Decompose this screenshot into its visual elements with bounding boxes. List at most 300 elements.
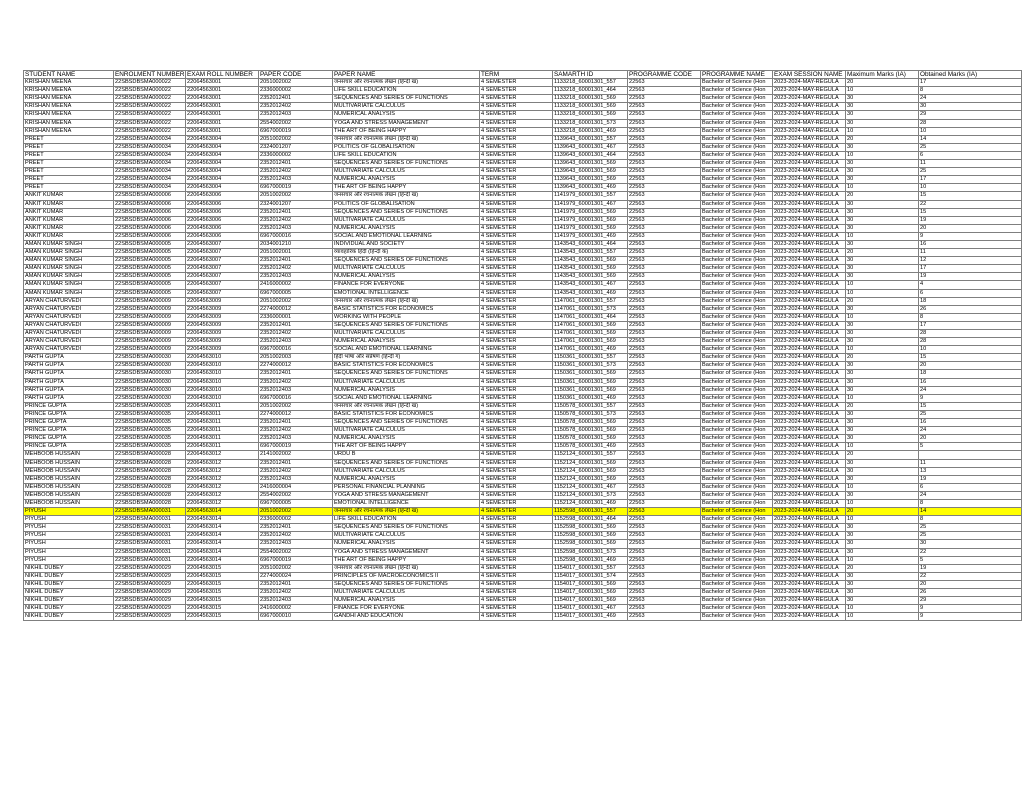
- cell-student-name: AMAN KUMAR SINGH: [24, 273, 114, 281]
- cell-exam-roll-number: 22064563011: [186, 402, 259, 410]
- cell-paper-name: FINANCE FOR EVERYONE: [333, 605, 480, 613]
- cell-term: 4 SEMESTER: [480, 370, 553, 378]
- table-row: [24, 313, 1022, 321]
- cell-enrolment-number: 22SBSDBSMA000030: [114, 370, 186, 378]
- cell-enrolment-number: 22SBSDBSMA000009: [114, 297, 186, 305]
- cell-samarth-id: 1152124_60001301_569: [553, 467, 628, 475]
- cell-programme-code: 22563: [628, 257, 701, 265]
- cell-programme-name: Bachelor of Science (Hon: [701, 524, 773, 532]
- cell-samarth-id: 1150361_60001301_557: [553, 354, 628, 362]
- cell-samarth-id: 1143543_60001301_464: [553, 240, 628, 248]
- cell-enrolment-number: 22SBSDBSMA000006: [114, 224, 186, 232]
- cell-student-name: ARYAN CHATURVEDI: [24, 305, 114, 313]
- cell-obtained-marks: [919, 451, 1022, 459]
- cell-term: 4 SEMESTER: [480, 451, 553, 459]
- cell-obtained-marks: 20: [919, 362, 1022, 370]
- cell-exam-roll-number: 22064563012: [186, 459, 259, 467]
- cell-exam-session-name: 2023-2024-MAY-REGULA: [773, 451, 846, 459]
- cell-samarth-id: 1143543_60001301_569: [553, 257, 628, 265]
- cell-exam-roll-number: 22064563004: [186, 143, 259, 151]
- cell-enrolment-number: 22SBSDBSMA000028: [114, 475, 186, 483]
- cell-student-name: MEHBOOB HUSSAIN: [24, 467, 114, 475]
- cell-programme-code: 22563: [628, 305, 701, 313]
- cell-programme-code: 22563: [628, 451, 701, 459]
- cell-term: 4 SEMESTER: [480, 564, 553, 572]
- cell-exam-roll-number: 22064563007: [186, 240, 259, 248]
- cell-exam-roll-number: 22064563001: [186, 127, 259, 135]
- cell-exam-roll-number: 22064563015: [186, 589, 259, 597]
- cell-paper-code: 2274000012: [259, 305, 333, 313]
- cell-exam-roll-number: 22064563015: [186, 597, 259, 605]
- cell-max-marks: 30: [846, 435, 919, 443]
- cell-term: 4 SEMESTER: [480, 79, 553, 87]
- table-row: [24, 427, 1022, 435]
- cell-term: 4 SEMESTER: [480, 143, 553, 151]
- cell-max-marks: 30: [846, 475, 919, 483]
- cell-paper-code: 6967000016: [259, 394, 333, 402]
- cell-obtained-marks: 16: [919, 419, 1022, 427]
- table-row: [24, 451, 1022, 459]
- cell-term: 4 SEMESTER: [480, 354, 553, 362]
- cell-paper-name: SEQUENCES AND SERIES OF FUNCTIONS: [333, 95, 480, 103]
- cell-paper-name: PRINCIPLES OF MACROECONOMICS II: [333, 572, 480, 580]
- cell-samarth-id: 1147061_60001301_557: [553, 297, 628, 305]
- cell-programme-code: 22563: [628, 281, 701, 289]
- cell-exam-session-name: 2023-2024-MAY-REGULA: [773, 524, 846, 532]
- cell-paper-code: 2034001210: [259, 240, 333, 248]
- cell-programme-name: Bachelor of Science (Hon: [701, 564, 773, 572]
- cell-programme-name: Bachelor of Science (Hon: [701, 443, 773, 451]
- cell-student-name: PREET: [24, 184, 114, 192]
- cell-exam-roll-number: 22064563011: [186, 419, 259, 427]
- table-row: [24, 281, 1022, 289]
- cell-exam-roll-number: 22064563012: [186, 483, 259, 491]
- cell-programme-name: Bachelor of Science (Hon: [701, 330, 773, 338]
- cell-obtained-marks: 6: [919, 289, 1022, 297]
- cell-term: 4 SEMESTER: [480, 597, 553, 605]
- cell-term: 4 SEMESTER: [480, 532, 553, 540]
- cell-samarth-id: 1150578_60001301_557: [553, 402, 628, 410]
- cell-paper-code: 2352012402: [259, 168, 333, 176]
- cell-exam-roll-number: 22064563001: [186, 87, 259, 95]
- cell-programme-code: 22563: [628, 597, 701, 605]
- cell-paper-name: GANDHI AND EDUCATION: [333, 613, 480, 621]
- cell-student-name: PRINCE GUPTA: [24, 402, 114, 410]
- table-row: [24, 143, 1022, 151]
- cell-exam-roll-number: 22064563004: [186, 160, 259, 168]
- cell-student-name: PIYUSH: [24, 540, 114, 548]
- cell-term: 4 SEMESTER: [480, 410, 553, 418]
- cell-exam-roll-number: 22064563014: [186, 540, 259, 548]
- cell-term: 4 SEMESTER: [480, 127, 553, 135]
- cell-exam-roll-number: 22064563011: [186, 443, 259, 451]
- cell-term: 4 SEMESTER: [480, 386, 553, 394]
- cell-exam-session-name: 2023-2024-MAY-REGULA: [773, 160, 846, 168]
- cell-term: 4 SEMESTER: [480, 313, 553, 321]
- cell-enrolment-number: 22SBSDBSMA000030: [114, 386, 186, 394]
- cell-programme-name: Bachelor of Science (Hon: [701, 208, 773, 216]
- cell-programme-name: Bachelor of Science (Hon: [701, 168, 773, 176]
- highlighted-table-row: [24, 508, 1022, 516]
- cell-enrolment-number: 22SBSDBSMA000006: [114, 208, 186, 216]
- cell-paper-name: MULTIVARIATE CALCULUS: [333, 265, 480, 273]
- cell-term: 4 SEMESTER: [480, 184, 553, 192]
- cell-student-name: KRISHAN MEENA: [24, 87, 114, 95]
- cell-paper-code: 2352012403: [259, 540, 333, 548]
- cell-paper-name: LIFE SKILL EDUCATION: [333, 87, 480, 95]
- cell-enrolment-number: 22SBSDBSMA000022: [114, 111, 186, 119]
- cell-paper-code: 2336000002: [259, 151, 333, 159]
- cell-enrolment-number: 22SBSDBSMA000009: [114, 321, 186, 329]
- cell-term: 4 SEMESTER: [480, 475, 553, 483]
- cell-exam-session-name: 2023-2024-MAY-REGULA: [773, 313, 846, 321]
- cell-enrolment-number: 22SBSDBSMA000035: [114, 419, 186, 427]
- cell-programme-code: 22563: [628, 135, 701, 143]
- cell-exam-session-name: 2023-2024-MAY-REGULA: [773, 427, 846, 435]
- cell-exam-session-name: 2023-2024-MAY-REGULA: [773, 556, 846, 564]
- cell-student-name: ANKIT KUMAR: [24, 208, 114, 216]
- cell-max-marks: 30: [846, 305, 919, 313]
- cell-max-marks: 20: [846, 402, 919, 410]
- cell-programme-name: Bachelor of Science (Hon: [701, 273, 773, 281]
- cell-max-marks: 30: [846, 160, 919, 168]
- cell-programme-code: 22563: [628, 483, 701, 491]
- cell-samarth-id: 1139643_60001301_569: [553, 168, 628, 176]
- cell-paper-code: 6967000010: [259, 613, 333, 621]
- cell-samarth-id: 1152124_60001301_573: [553, 491, 628, 499]
- cell-obtained-marks: 28: [919, 119, 1022, 127]
- cell-paper-code: 2352012401: [259, 370, 333, 378]
- cell-student-name: PREET: [24, 135, 114, 143]
- cell-exam-roll-number: 22064563010: [186, 378, 259, 386]
- cell-programme-code: 22563: [628, 532, 701, 540]
- cell-samarth-id: 1152598_60001301_469: [553, 556, 628, 564]
- cell-paper-code: 6967000005: [259, 499, 333, 507]
- cell-enrolment-number: 22SBSDBSMA000029: [114, 564, 186, 572]
- cell-enrolment-number: 22SBSDBSMA000022: [114, 87, 186, 95]
- cell-paper-code: 2352012401: [259, 95, 333, 103]
- cell-paper-code: 2274000024: [259, 572, 333, 580]
- cell-student-name: ANKIT KUMAR: [24, 192, 114, 200]
- cell-paper-code: 2352012401: [259, 257, 333, 265]
- cell-paper-name: NUMERICAL ANALYSIS: [333, 224, 480, 232]
- cell-student-name: PRINCE GUPTA: [24, 410, 114, 418]
- cell-programme-code: 22563: [628, 402, 701, 410]
- cell-paper-name: MULTIVARIATE CALCULUS: [333, 467, 480, 475]
- cell-programme-name: Bachelor of Science (Hon: [701, 192, 773, 200]
- cell-student-name: PREET: [24, 168, 114, 176]
- cell-programme-name: Bachelor of Science (Hon: [701, 160, 773, 168]
- cell-programme-code: 22563: [628, 151, 701, 159]
- cell-obtained-marks: 25: [919, 524, 1022, 532]
- header-programme-name: PROGRAMME NAME: [701, 71, 773, 79]
- cell-enrolment-number: 22SBSDBSMA000034: [114, 135, 186, 143]
- cell-programme-code: 22563: [628, 330, 701, 338]
- cell-programme-name: Bachelor of Science (Hon: [701, 605, 773, 613]
- cell-programme-code: 22563: [628, 572, 701, 580]
- cell-max-marks: 30: [846, 265, 919, 273]
- cell-paper-name: SEQUENCES AND SERIES OF FUNCTIONS: [333, 208, 480, 216]
- cell-obtained-marks: 17: [919, 79, 1022, 87]
- cell-programme-code: 22563: [628, 224, 701, 232]
- cell-exam-session-name: 2023-2024-MAY-REGULA: [773, 208, 846, 216]
- cell-programme-code: 22563: [628, 410, 701, 418]
- cell-paper-code: 2352012401: [259, 208, 333, 216]
- cell-programme-name: Bachelor of Science (Hon: [701, 394, 773, 402]
- cell-exam-session-name: 2023-2024-MAY-REGULA: [773, 443, 846, 451]
- table-row: [24, 580, 1022, 588]
- cell-paper-name: BASIC STATISTICS FOR ECONOMICS: [333, 362, 480, 370]
- cell-obtained-marks: 8: [919, 313, 1022, 321]
- cell-programme-name: Bachelor of Science (Hon: [701, 346, 773, 354]
- cell-exam-session-name: 2023-2024-MAY-REGULA: [773, 330, 846, 338]
- cell-student-name: ANKIT KUMAR: [24, 224, 114, 232]
- cell-max-marks: 30: [846, 95, 919, 103]
- cell-student-name: KRISHAN MEENA: [24, 79, 114, 87]
- cell-max-marks: 10: [846, 232, 919, 240]
- cell-max-marks: 10: [846, 151, 919, 159]
- cell-student-name: PARTH GUPTA: [24, 378, 114, 386]
- table-row: [24, 257, 1022, 265]
- cell-programme-name: Bachelor of Science (Hon: [701, 354, 773, 362]
- cell-student-name: ARYAN CHATURVEDI: [24, 346, 114, 354]
- cell-samarth-id: 1147061_60001301_469: [553, 346, 628, 354]
- cell-paper-name: PERSONAL FINANCIAL PLANNING: [333, 483, 480, 491]
- cell-obtained-marks: 14: [919, 135, 1022, 143]
- cell-programme-code: 22563: [628, 176, 701, 184]
- cell-exam-session-name: 2023-2024-MAY-REGULA: [773, 580, 846, 588]
- cell-paper-name: MULTIVARIATE CALCULUS: [333, 589, 480, 597]
- cell-exam-roll-number: 22064563014: [186, 556, 259, 564]
- cell-obtained-marks: 25: [919, 168, 1022, 176]
- cell-samarth-id: 1150361_60001301_469: [553, 394, 628, 402]
- cell-max-marks: 30: [846, 200, 919, 208]
- table-row: [24, 597, 1022, 605]
- cell-exam-session-name: 2023-2024-MAY-REGULA: [773, 200, 846, 208]
- cell-paper-code: 2336000002: [259, 87, 333, 95]
- cell-student-name: ANKIT KUMAR: [24, 232, 114, 240]
- cell-samarth-id: 1141979_60001301_569: [553, 208, 628, 216]
- cell-paper-code: 2352012401: [259, 321, 333, 329]
- cell-programme-name: Bachelor of Science (Hon: [701, 427, 773, 435]
- cell-enrolment-number: 22SBSDBSMA000029: [114, 572, 186, 580]
- cell-paper-code: 2051002002: [259, 192, 333, 200]
- cell-term: 4 SEMESTER: [480, 540, 553, 548]
- cell-paper-code: 2352012402: [259, 532, 333, 540]
- table-row: [24, 402, 1022, 410]
- cell-max-marks: 10: [846, 346, 919, 354]
- cell-enrolment-number: 22SBSDBSMA000009: [114, 330, 186, 338]
- table-row: [24, 491, 1022, 499]
- cell-max-marks: 10: [846, 499, 919, 507]
- cell-paper-code: 2352012401: [259, 524, 333, 532]
- cell-enrolment-number: 22SBSDBSMA000009: [114, 305, 186, 313]
- cell-obtained-marks: 20: [919, 435, 1022, 443]
- cell-enrolment-number: 22SBSDBSMA000006: [114, 200, 186, 208]
- cell-obtained-marks: 9: [919, 232, 1022, 240]
- cell-max-marks: 20: [846, 508, 919, 516]
- cell-paper-name: MULTIVARIATE CALCULUS: [333, 103, 480, 111]
- cell-max-marks: 30: [846, 589, 919, 597]
- table-row: [24, 613, 1022, 621]
- cell-paper-name: NUMERICAL ANALYSIS: [333, 111, 480, 119]
- table-row: [24, 79, 1022, 87]
- cell-exam-session-name: 2023-2024-MAY-REGULA: [773, 87, 846, 95]
- cell-programme-name: Bachelor of Science (Hon: [701, 451, 773, 459]
- cell-exam-session-name: 2023-2024-MAY-REGULA: [773, 532, 846, 540]
- cell-programme-code: 22563: [628, 613, 701, 621]
- cell-paper-name: SEQUENCES AND SERIES OF FUNCTIONS: [333, 370, 480, 378]
- cell-enrolment-number: 22SBSDBSMA000034: [114, 184, 186, 192]
- cell-exam-roll-number: 22064563001: [186, 95, 259, 103]
- cell-programme-name: Bachelor of Science (Hon: [701, 386, 773, 394]
- cell-obtained-marks: 10: [919, 127, 1022, 135]
- cell-exam-session-name: 2023-2024-MAY-REGULA: [773, 508, 846, 516]
- cell-enrolment-number: 22SBSDBSMA000031: [114, 556, 186, 564]
- table-row: [24, 103, 1022, 111]
- cell-student-name: ARYAN CHATURVEDI: [24, 297, 114, 305]
- cell-obtained-marks: 24: [919, 491, 1022, 499]
- cell-exam-session-name: 2023-2024-MAY-REGULA: [773, 338, 846, 346]
- cell-term: 4 SEMESTER: [480, 508, 553, 516]
- cell-max-marks: 30: [846, 330, 919, 338]
- cell-max-marks: 30: [846, 386, 919, 394]
- cell-paper-name: MULTIVARIATE CALCULUS: [333, 330, 480, 338]
- cell-obtained-marks: 11: [919, 249, 1022, 257]
- cell-obtained-marks: 19: [919, 475, 1022, 483]
- cell-max-marks: 10: [846, 443, 919, 451]
- cell-enrolment-number: 22SBSDBSMA000009: [114, 338, 186, 346]
- cell-term: 4 SEMESTER: [480, 305, 553, 313]
- cell-term: 4 SEMESTER: [480, 321, 553, 329]
- cell-paper-code: 2416000002: [259, 605, 333, 613]
- cell-paper-code: 2352012401: [259, 419, 333, 427]
- table-row: [24, 297, 1022, 305]
- cell-obtained-marks: 20: [919, 224, 1022, 232]
- cell-paper-code: 2352012402: [259, 378, 333, 386]
- cell-student-name: AMAN KUMAR SINGH: [24, 257, 114, 265]
- cell-obtained-marks: 20: [919, 580, 1022, 588]
- table-row: [24, 200, 1022, 208]
- cell-term: 4 SEMESTER: [480, 265, 553, 273]
- cell-term: 4 SEMESTER: [480, 95, 553, 103]
- cell-paper-name: POLITICS OF GLOBALISATION: [333, 200, 480, 208]
- cell-samarth-id: 1150578_60001301_569: [553, 435, 628, 443]
- cell-paper-code: 2352012403: [259, 273, 333, 281]
- cell-obtained-marks: 6: [919, 151, 1022, 159]
- cell-paper-name: SOCIAL AND EMOTIONAL LEARNING: [333, 394, 480, 402]
- table-row: [24, 467, 1022, 475]
- cell-programme-name: Bachelor of Science (Hon: [701, 516, 773, 524]
- cell-exam-session-name: 2023-2024-MAY-REGULA: [773, 516, 846, 524]
- cell-enrolment-number: 22SBSDBSMA000030: [114, 394, 186, 402]
- cell-enrolment-number: 22SBSDBSMA000005: [114, 249, 186, 257]
- cell-samarth-id: 1143543_60001301_557: [553, 249, 628, 257]
- cell-samarth-id: 1152598_60001301_569: [553, 524, 628, 532]
- cell-obtained-marks: 19: [919, 216, 1022, 224]
- cell-exam-roll-number: 22064563015: [186, 572, 259, 580]
- cell-paper-code: 2352012403: [259, 475, 333, 483]
- cell-paper-code: 6967000016: [259, 232, 333, 240]
- table-row: [24, 338, 1022, 346]
- cell-exam-roll-number: 22064563014: [186, 516, 259, 524]
- cell-exam-roll-number: 22064563009: [186, 321, 259, 329]
- cell-student-name: AMAN KUMAR SINGH: [24, 289, 114, 297]
- cell-obtained-marks: 24: [919, 95, 1022, 103]
- cell-term: 4 SEMESTER: [480, 419, 553, 427]
- cell-obtained-marks: 22: [919, 572, 1022, 580]
- cell-enrolment-number: 22SBSDBSMA000031: [114, 524, 186, 532]
- cell-enrolment-number: 22SBSDBSMA000022: [114, 95, 186, 103]
- cell-term: 4 SEMESTER: [480, 249, 553, 257]
- cell-paper-code: 2352012403: [259, 338, 333, 346]
- cell-paper-code: 2336000002: [259, 516, 333, 524]
- table-row: [24, 540, 1022, 548]
- cell-exam-session-name: 2023-2024-MAY-REGULA: [773, 257, 846, 265]
- cell-max-marks: 30: [846, 143, 919, 151]
- cell-obtained-marks: 29: [919, 111, 1022, 119]
- cell-paper-name: SEQUENCES AND SERIES OF FUNCTIONS: [333, 459, 480, 467]
- cell-paper-name: SEQUENCES AND SERIES OF FUNCTIONS: [333, 160, 480, 168]
- cell-enrolment-number: 22SBSDBSMA000030: [114, 354, 186, 362]
- cell-exam-session-name: 2023-2024-MAY-REGULA: [773, 305, 846, 313]
- cell-paper-code: 2554002002: [259, 119, 333, 127]
- cell-programme-code: 22563: [628, 459, 701, 467]
- cell-term: 4 SEMESTER: [480, 240, 553, 248]
- cell-exam-session-name: 2023-2024-MAY-REGULA: [773, 410, 846, 418]
- cell-programme-code: 22563: [628, 232, 701, 240]
- cell-exam-roll-number: 22064563007: [186, 249, 259, 257]
- cell-programme-name: Bachelor of Science (Hon: [701, 580, 773, 588]
- cell-paper-code: 2554002002: [259, 491, 333, 499]
- cell-exam-roll-number: 22064563007: [186, 281, 259, 289]
- cell-obtained-marks: 28: [919, 338, 1022, 346]
- cell-paper-code: 2352012401: [259, 160, 333, 168]
- cell-student-name: AMAN KUMAR SINGH: [24, 240, 114, 248]
- cell-exam-session-name: 2023-2024-MAY-REGULA: [773, 273, 846, 281]
- table-row: [24, 378, 1022, 386]
- cell-samarth-id: 1152124_60001301_467: [553, 483, 628, 491]
- cell-max-marks: 30: [846, 257, 919, 265]
- cell-student-name: AMAN KUMAR SINGH: [24, 249, 114, 257]
- cell-samarth-id: 1150361_60001301_569: [553, 378, 628, 386]
- cell-term: 4 SEMESTER: [480, 402, 553, 410]
- cell-programme-name: Bachelor of Science (Hon: [701, 232, 773, 240]
- cell-exam-session-name: 2023-2024-MAY-REGULA: [773, 613, 846, 621]
- table-row: [24, 321, 1022, 329]
- cell-exam-roll-number: 22064563011: [186, 427, 259, 435]
- cell-programme-name: Bachelor of Science (Hon: [701, 249, 773, 257]
- cell-term: 4 SEMESTER: [480, 273, 553, 281]
- cell-term: 4 SEMESTER: [480, 459, 553, 467]
- cell-student-name: AMAN KUMAR SINGH: [24, 265, 114, 273]
- cell-samarth-id: 1147061_60001301_569: [553, 338, 628, 346]
- table-row: [24, 176, 1022, 184]
- cell-max-marks: 10: [846, 313, 919, 321]
- cell-max-marks: 30: [846, 580, 919, 588]
- cell-programme-code: 22563: [628, 362, 701, 370]
- cell-samarth-id: 1150578_60001301_569: [553, 427, 628, 435]
- cell-programme-name: Bachelor of Science (Hon: [701, 589, 773, 597]
- cell-exam-roll-number: 22064563012: [186, 491, 259, 499]
- cell-max-marks: 30: [846, 224, 919, 232]
- header-row: [24, 71, 1022, 79]
- cell-samarth-id: 1150578_60001301_569: [553, 419, 628, 427]
- cell-exam-roll-number: 22064563010: [186, 386, 259, 394]
- cell-paper-name: BASIC STATISTICS FOR ECONOMICS: [333, 410, 480, 418]
- cell-max-marks: 30: [846, 410, 919, 418]
- cell-enrolment-number: 22SBSDBSMA000005: [114, 289, 186, 297]
